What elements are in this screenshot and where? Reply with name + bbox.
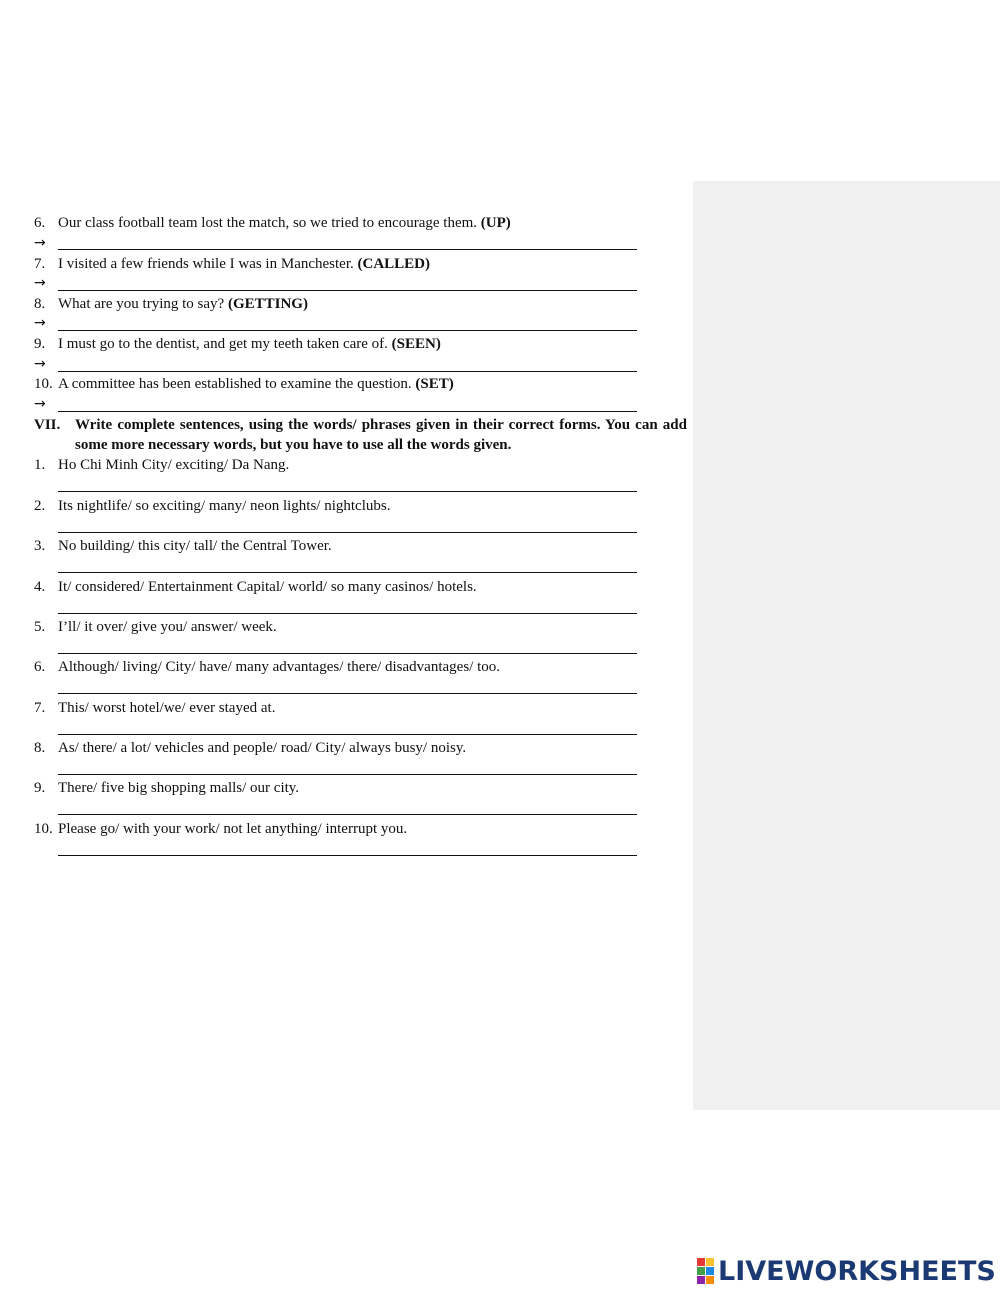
logo-block xyxy=(706,1267,714,1275)
answer-line[interactable] xyxy=(58,249,637,250)
item-text: There/ five big shopping malls/ our city. xyxy=(58,780,300,796)
item-keyword: (SET) xyxy=(415,376,454,392)
item-number: 7. xyxy=(34,700,46,716)
answer-line[interactable] xyxy=(58,330,637,331)
item-number: 9. xyxy=(34,336,46,352)
item-text: Our class football team lost the match, so we tried to encourage them. xyxy=(58,215,481,231)
part-vii-item-2 xyxy=(34,497,390,515)
answer-line[interactable] xyxy=(58,290,637,291)
item-text: Ho Chi Minh City/ exciting/ Da Nang. xyxy=(58,457,290,473)
part-vi-item-9 xyxy=(34,335,441,353)
answer-line[interactable] xyxy=(58,814,637,815)
answer-line[interactable] xyxy=(58,653,637,654)
item-number: 7. xyxy=(34,256,46,272)
part-vii-item-5 xyxy=(34,618,277,636)
logo-blocks-icon xyxy=(697,1258,714,1284)
logo-block xyxy=(697,1276,705,1284)
item-text: What are you trying to say? xyxy=(58,296,228,312)
section-instruction: Write complete sentences, using the words/ phrases given in their correct forms. You can add some more necessary words, but you have to use all the words given. xyxy=(75,417,687,453)
answer-line[interactable] xyxy=(58,411,637,412)
item-text: A committee has been established to examine the question. xyxy=(58,376,416,392)
answer-line[interactable] xyxy=(58,491,637,492)
logo-block xyxy=(697,1258,705,1266)
answer-line[interactable] xyxy=(58,855,637,856)
part-vii-item-10 xyxy=(34,820,407,838)
part-vii-item-8 xyxy=(34,739,466,757)
part-vii-item-7 xyxy=(34,699,275,717)
item-text: It/ considered/ Entertainment Capital/ world/ so many casinos/ hotels. xyxy=(58,579,477,595)
item-number: 6. xyxy=(34,215,46,231)
item-number: 9. xyxy=(34,780,46,796)
item-keyword: (SEEN) xyxy=(391,336,441,352)
part-vii-item-9 xyxy=(34,779,299,797)
logo-block xyxy=(706,1276,714,1284)
arrow-icon: → xyxy=(34,356,46,372)
logo-text: LIVEWORKSHEETS xyxy=(718,1255,996,1287)
arrow-icon: → xyxy=(34,235,46,251)
section-number: VII. xyxy=(34,417,61,433)
part-vii-item-6 xyxy=(34,658,500,676)
part-vi-item-6 xyxy=(34,214,511,232)
item-text: Although/ living/ City/ have/ many advantages/ there/ disadvantages/ too. xyxy=(58,659,500,675)
item-number: 3. xyxy=(34,538,46,554)
answer-line[interactable] xyxy=(58,572,637,573)
item-keyword: (GETTING) xyxy=(227,296,308,312)
item-text: Please go/ with your work/ not let anything/ interrupt you. xyxy=(58,821,408,837)
item-keyword: (CALLED) xyxy=(357,256,431,272)
logo-block xyxy=(697,1267,705,1275)
arrow-icon: → xyxy=(34,275,46,291)
item-number: 10. xyxy=(34,821,53,837)
arrow-icon: → xyxy=(34,315,46,331)
item-text: This/ worst hotel/we/ ever stayed at. xyxy=(58,700,276,716)
item-text: I visited a few friends while I was in Manchester. xyxy=(58,256,358,272)
item-text: I must go to the dentist, and get my teeth taken care of. xyxy=(58,336,392,352)
item-number: 6. xyxy=(34,659,46,675)
part-vi-item-7 xyxy=(34,255,430,273)
arrow-icon: → xyxy=(34,396,46,412)
item-number: 8. xyxy=(34,740,46,756)
item-number: 5. xyxy=(34,619,46,635)
item-number: 10. xyxy=(34,376,53,392)
item-keyword: (UP) xyxy=(480,215,511,231)
part-vii-item-1 xyxy=(34,456,289,474)
part-vi-item-10 xyxy=(34,375,454,393)
comment-pane xyxy=(693,181,1000,1110)
answer-line[interactable] xyxy=(58,532,637,533)
answer-line[interactable] xyxy=(58,734,637,735)
item-text: I’ll/ it over/ give you/ answer/ week. xyxy=(58,619,277,635)
answer-line[interactable] xyxy=(58,371,637,372)
item-number: 1. xyxy=(34,457,46,473)
item-text: No building/ this city/ tall/ the Central Tower. xyxy=(58,538,332,554)
item-text: Its nightlife/ so exciting/ many/ neon lights/ nightclubs. xyxy=(58,498,391,514)
answer-line[interactable] xyxy=(58,693,637,694)
item-number: 8. xyxy=(34,296,46,312)
liveworksheets-logo xyxy=(697,1256,996,1286)
part-vii-item-4 xyxy=(34,578,477,596)
answer-line[interactable] xyxy=(58,774,637,775)
answer-line[interactable] xyxy=(58,613,637,614)
item-number: 2. xyxy=(34,498,46,514)
item-number: 4. xyxy=(34,579,46,595)
logo-block xyxy=(706,1258,714,1266)
item-text: As/ there/ a lot/ vehicles and people/ road/ City/ always busy/ noisy. xyxy=(58,740,467,756)
part-vii-item-3 xyxy=(34,537,332,555)
part-vi-item-8 xyxy=(34,295,308,313)
